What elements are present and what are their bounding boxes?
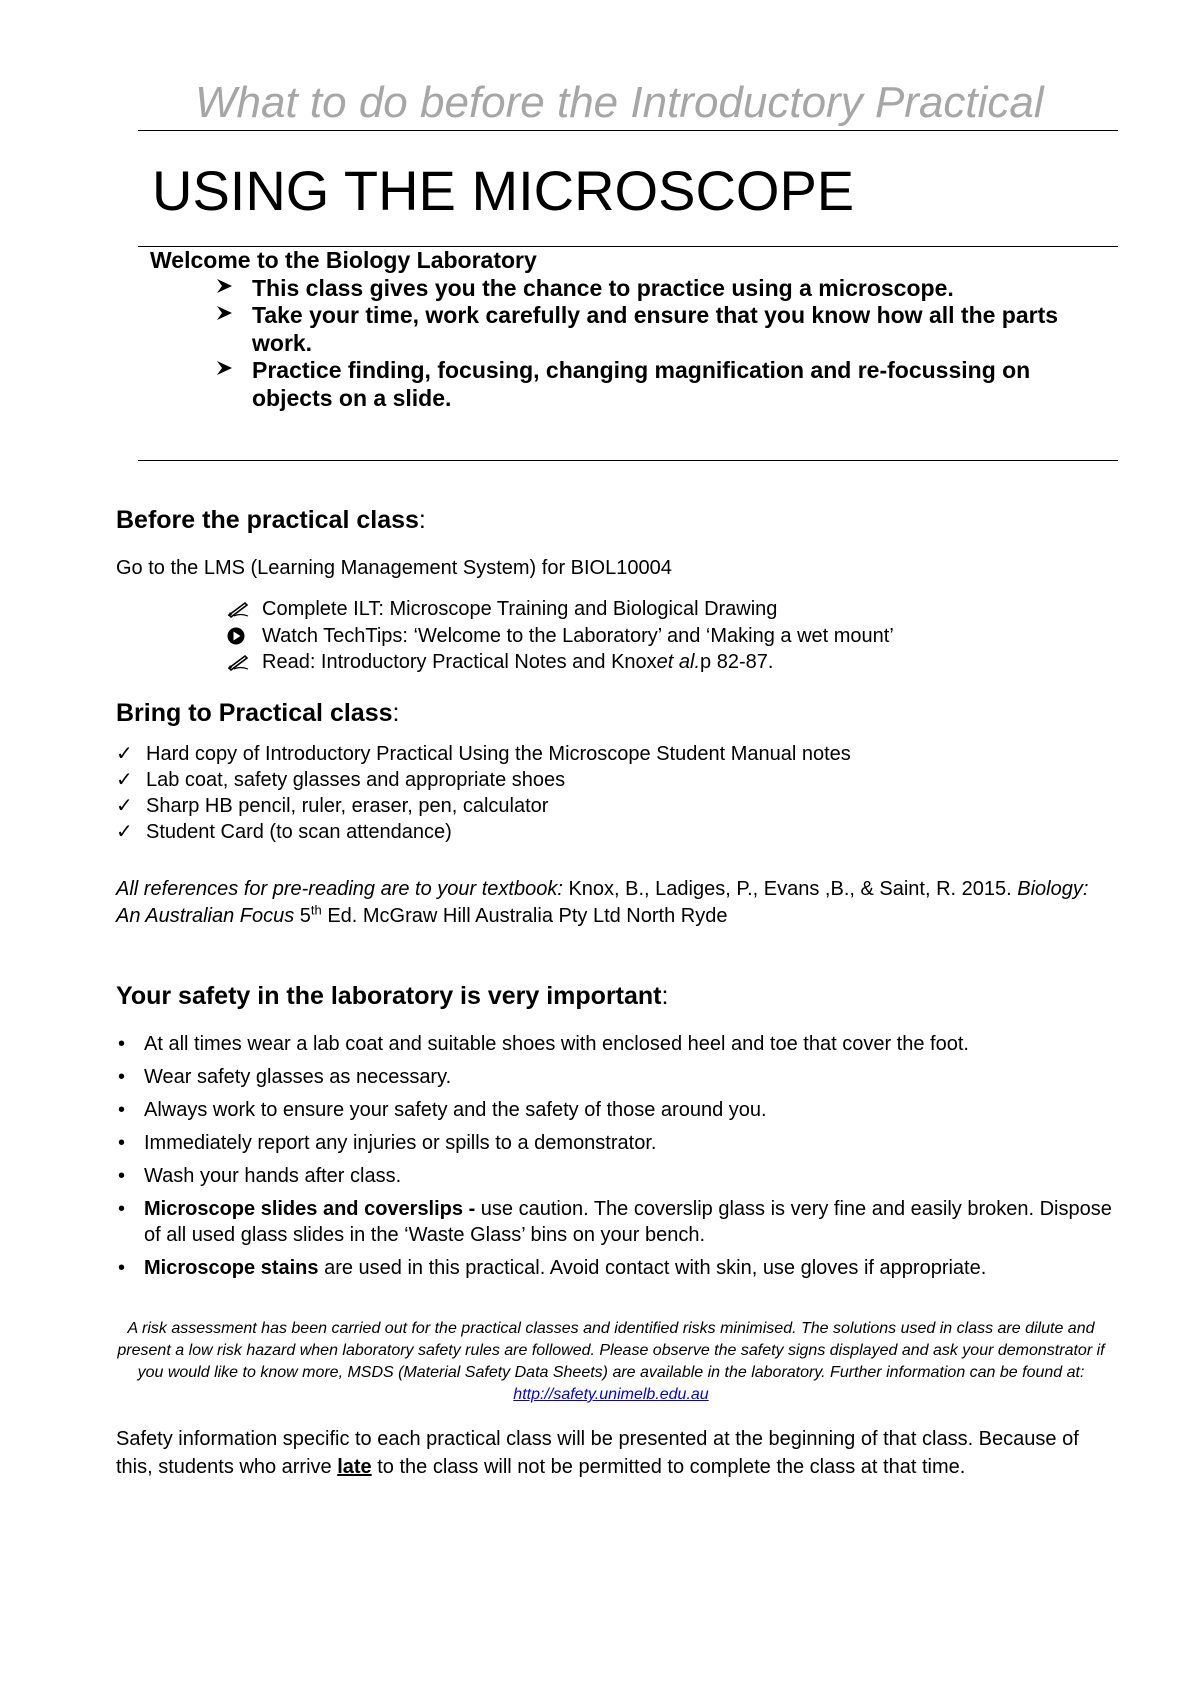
risk-assessment-note: A risk assessment has been carried out for the practical classes and identified risks minimised. The solutions used in class are dilute and present a low risk hazard when laboratory safety rules are followed. Please observe the safety signs displayed and ask your demonstrator if you would like to know more, MSDS (Material Safety Data Sheets) are available in the laboratory. Further information can be found at: http://safety.unimelb.edu.au xyxy=(117,1320,1105,1403)
top-title: What to do before the Introductory Practical xyxy=(195,78,1044,127)
bring-item: ✓ Student Card (to scan attendance) xyxy=(116,821,452,843)
before-item: Complete ILT: Microscope Training and Biological Drawing xyxy=(226,596,894,623)
welcome-heading: Welcome to the Biology Laboratory xyxy=(150,247,537,273)
divider-rule xyxy=(138,130,1118,131)
main-title: USING THE MICROSCOPE xyxy=(152,159,855,222)
welcome-bullet: This class gives you the chance to practice using a microscope. xyxy=(150,275,1100,303)
arrow-bullet-icon xyxy=(215,302,245,330)
before-intro: Go to the LMS (Learning Management System) for BIOL10004 xyxy=(116,557,672,579)
safety-heading: Your safety in the laboratory is very important: xyxy=(116,982,669,1010)
divider-rule xyxy=(138,460,1118,461)
before-list xyxy=(226,596,894,676)
checkmark-icon: ✓ xyxy=(116,795,133,817)
safety-item: • Wash your hands after class. xyxy=(116,1163,1116,1189)
welcome-bullet: Practice finding, focusing, changing magnification and re-focussing on objects on a slide. xyxy=(150,357,1100,412)
bring-heading: Bring to Practical class: xyxy=(116,699,400,727)
safety-list xyxy=(116,1031,1116,1288)
before-item: Watch TechTips: ‘Welcome to the Laboratory’ and ‘Making a wet mount’ xyxy=(226,623,894,650)
safety-link[interactable]: http://safety.unimelb.edu.au xyxy=(513,1386,709,1403)
safety-item: • Wear safety glasses as necessary. xyxy=(116,1064,1116,1090)
welcome-box xyxy=(150,247,1100,412)
references-note: All references for pre-reading are to your textbook: Knox, B., Ladiges, P., Evans ,B., & Saint, R. 2015. Biology: An Australian Focus 5th Ed. McGraw Hill Australia Pty Ltd North Ryde xyxy=(116,878,1089,927)
bring-item: ✓ Hard copy of Introductory Practical Using the Microscope Student Manual notes xyxy=(116,743,851,765)
bring-list xyxy=(116,741,851,845)
welcome-bullet: Take your time, work carefully and ensure that you know how all the parts work. xyxy=(150,302,1100,357)
checkmark-icon: ✓ xyxy=(116,821,133,843)
safety-item: • Immediately report any injuries or spills to a demonstrator. xyxy=(116,1130,1116,1156)
arrow-bullet-icon xyxy=(215,275,245,303)
before-item: Read: Introductory Practical Notes and Knox et al. p 82-87. xyxy=(226,649,894,676)
safety-item: • Microscope stains are used in this practical. Avoid contact with skin, use gloves if appropriate. xyxy=(116,1255,1116,1281)
bring-item: ✓ Lab coat, safety glasses and appropriate shoes xyxy=(116,769,566,791)
checkmark-icon: ✓ xyxy=(116,743,133,765)
before-heading: Before the practical class: xyxy=(116,506,426,534)
pencil-icon xyxy=(226,653,262,671)
bring-item: ✓ Sharp HB pencil, ruler, eraser, pen, calculator xyxy=(116,795,549,817)
safety-item: • At all times wear a lab coat and suitable shoes with enclosed heel and toe that cover the foot. xyxy=(116,1031,1116,1057)
pencil-icon xyxy=(226,600,262,618)
play-icon xyxy=(226,626,262,646)
late-arrival-note: Safety information specific to each practical class will be presented at the beginning of that class. Because of this, students who arrive late to the class will not be permitted to complete the class at that time. xyxy=(116,1428,1079,1478)
arrow-bullet-icon xyxy=(215,357,245,385)
safety-item: • Microscope slides and coverslips - use caution. The coverslip glass is very fine and easily broken. Dispose of all used glass slides in the ‘Waste Glass’ bins on your bench. xyxy=(116,1196,1116,1248)
checkmark-icon: ✓ xyxy=(116,769,133,791)
safety-item: • Always work to ensure your safety and the safety of those around you. xyxy=(116,1097,1116,1123)
